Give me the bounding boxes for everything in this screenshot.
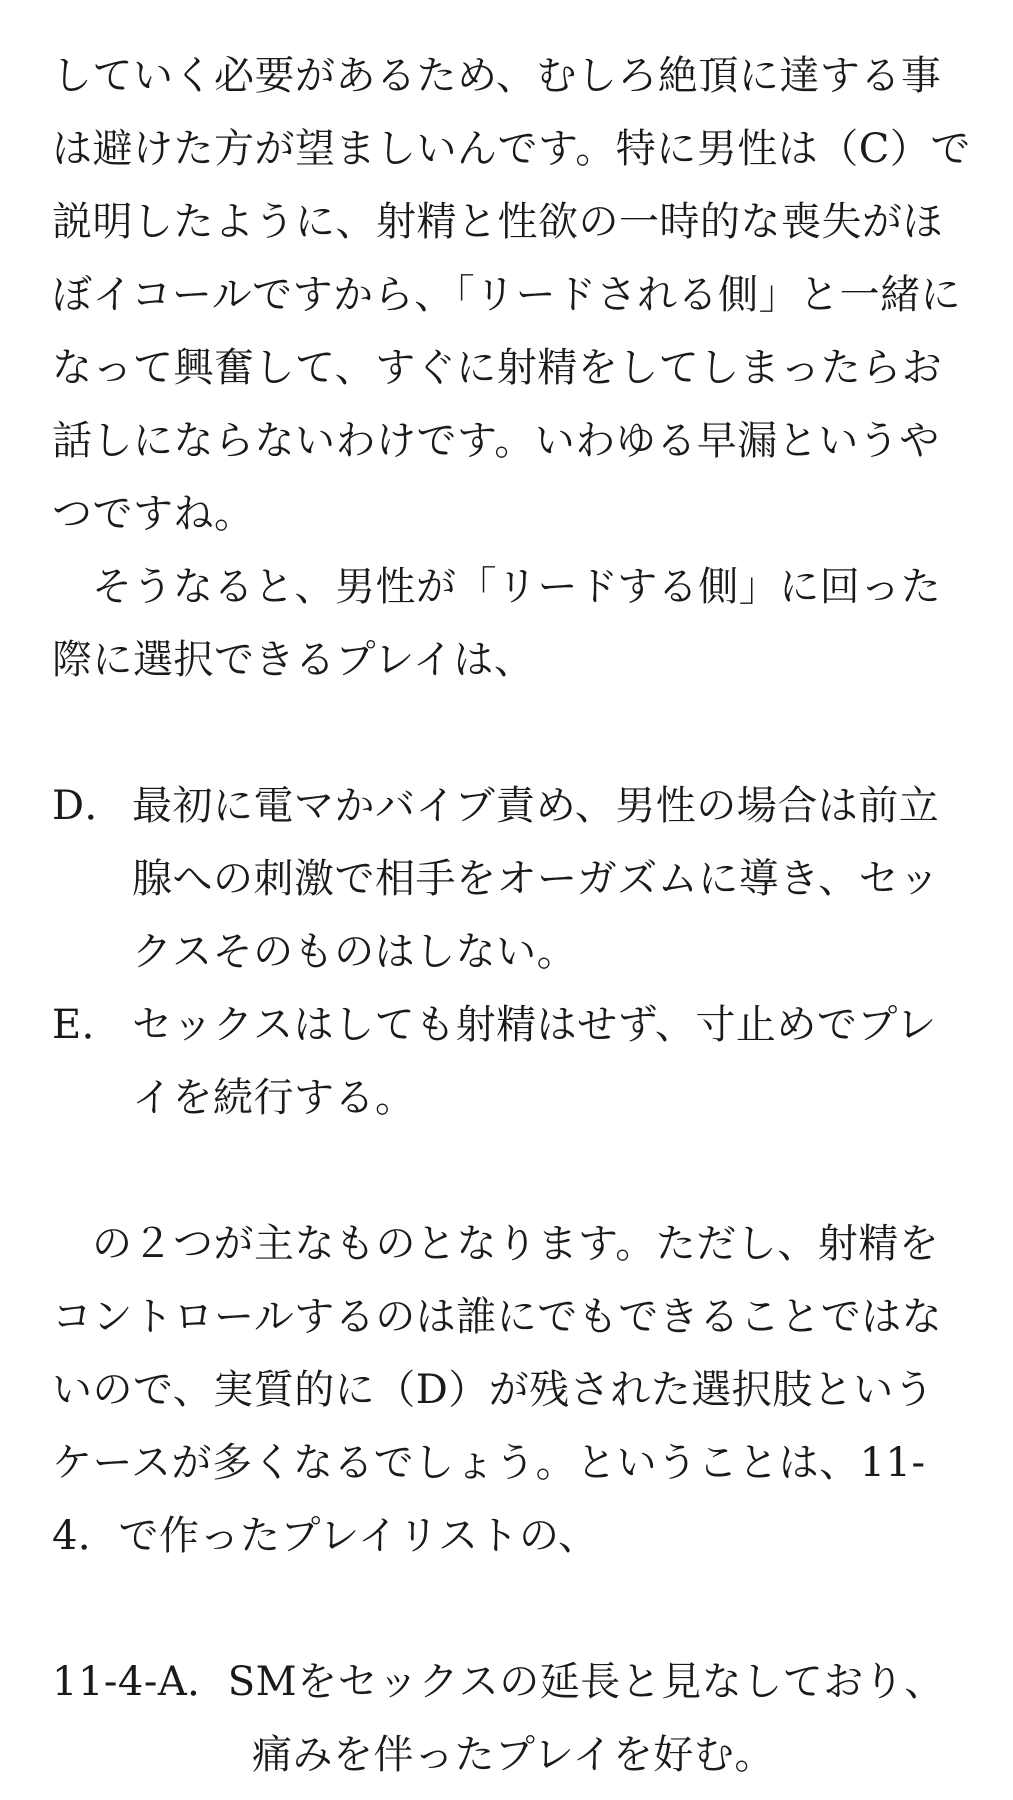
list-item-text: 最初に電マかバイブ責め、男性の場合は前立腺への刺激で相手をオーガズムに導き、セックスそのものはしない。 — [132, 783, 940, 975]
list-item-d — [52, 770, 972, 989]
reference-text: SMをセックスの延長と見なしており、 — [227, 1659, 945, 1705]
body-paragraph: していく必要があるため、むしろ絶頂に達する事は避けた方が望ましいんです。特に男性は（C）で説明したように、射精と性欲の一時的な喪失がほぼイコールですから、「リードされる側」と一緒になって興奮して、すぐに射精をしてしまったらお話しにならないわけです。いわゆる早漏というやつですね。 — [52, 53, 971, 537]
list-marker: D． — [52, 783, 126, 829]
blank-line — [52, 697, 972, 770]
blank-line — [52, 1135, 972, 1208]
body-paragraph: の２つが主なものとなります。ただし、射精をコントロールするのは誰にでもできることではないので、実質的に（D）が残された選択肢というケースが多くなるでしょう。ということは、11-4．で作ったプレイリストの、 — [52, 1221, 943, 1559]
option-list — [52, 770, 972, 1135]
reference-first-line — [52, 1646, 972, 1719]
body-paragraph: そうなると、男性が「リードする側」に回った際に選択できるプレイは、 — [52, 564, 942, 683]
playlist-reference-item — [52, 1646, 972, 1792]
list-item-e — [52, 989, 972, 1135]
reference-marker: 11-4-A． — [52, 1659, 228, 1705]
blank-line — [52, 1573, 972, 1646]
list-item-text: セックスはしても射精はせず、寸止めでプレイを続行する。 — [132, 1002, 937, 1121]
list-marker: E． — [52, 1002, 123, 1048]
reference-continuation: 痛みを伴ったプレイを好む。 — [252, 1732, 775, 1778]
document-page — [52, 40, 972, 1792]
